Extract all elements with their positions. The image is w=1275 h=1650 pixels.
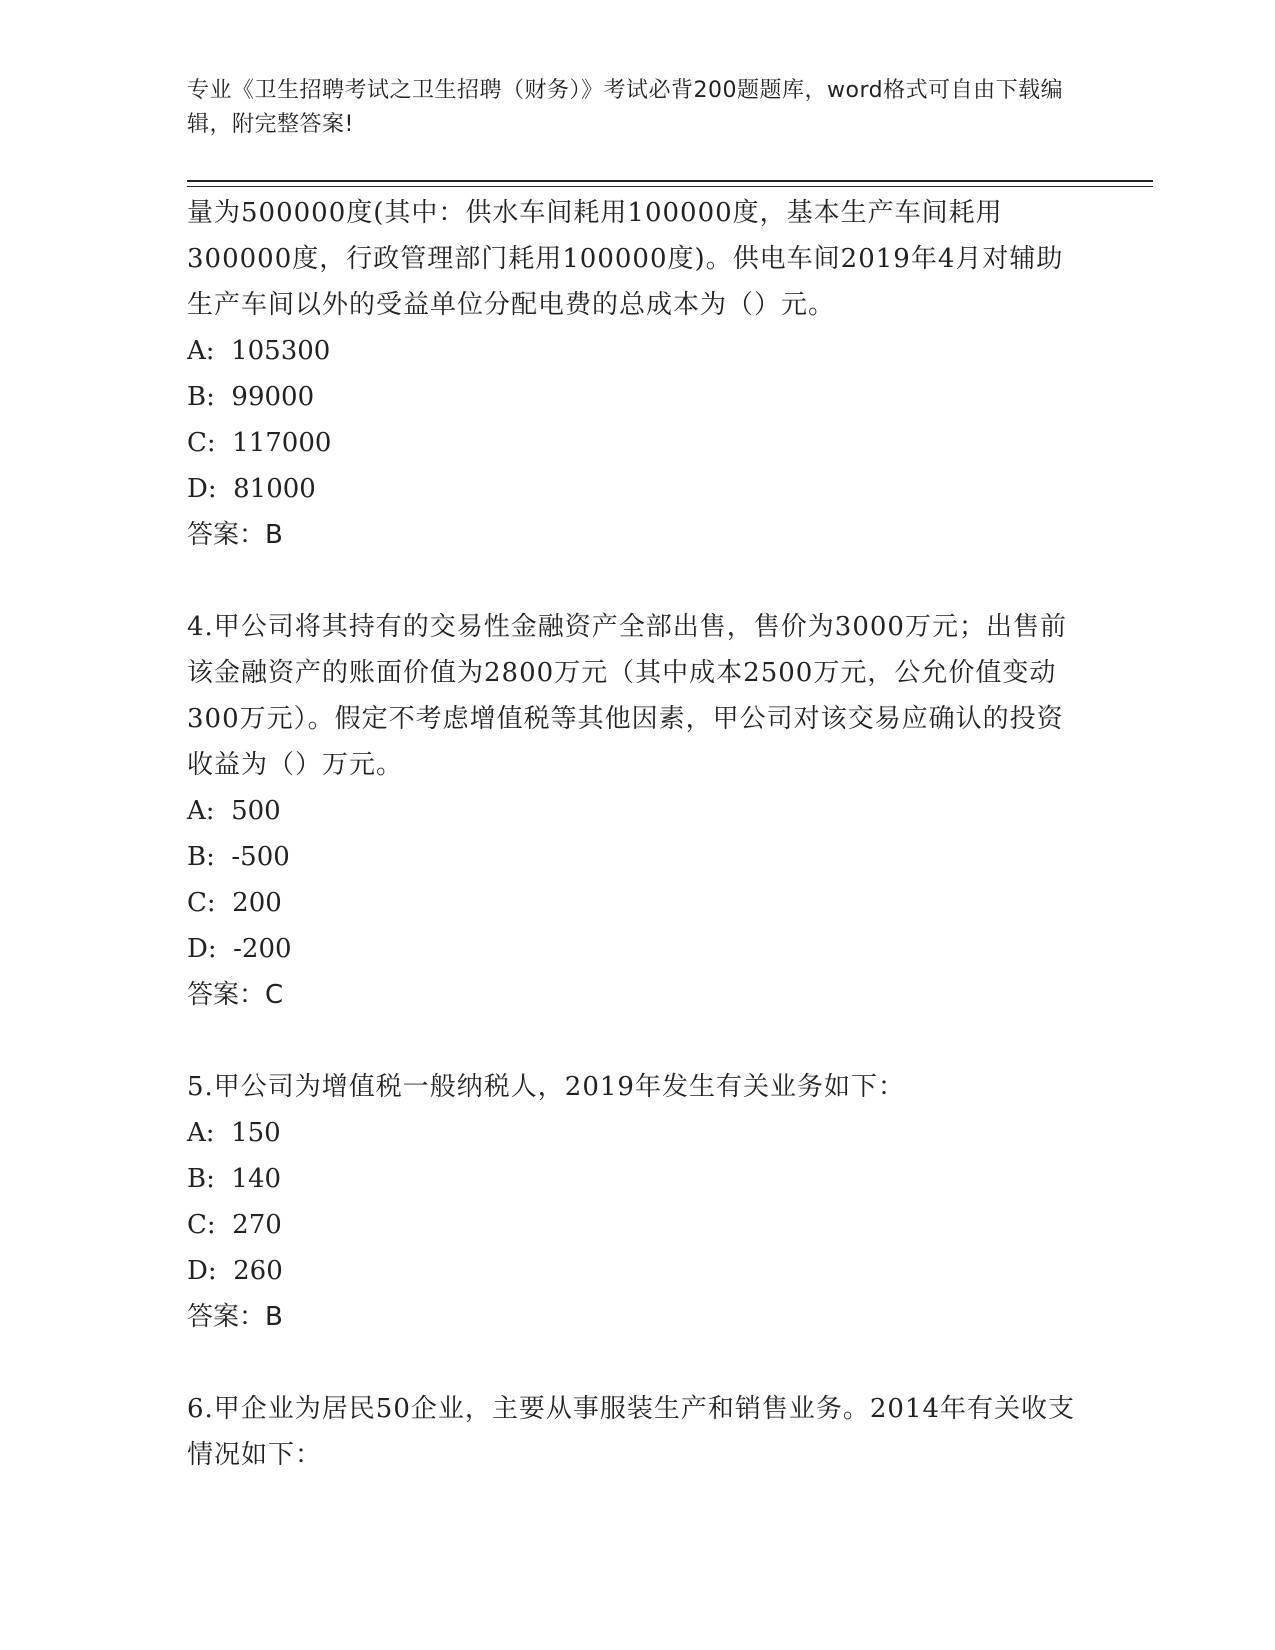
question-text: 6.甲企业为居民50企业，主要从事服装生产和销售业务。2014年有关收支情况如下： xyxy=(187,1394,1076,1470)
answer: 答案：B xyxy=(187,520,283,550)
option-d: D: 260 xyxy=(187,1256,283,1286)
question-6 xyxy=(187,1386,1087,1478)
option-a: A: 105300 xyxy=(187,336,331,366)
spacer xyxy=(187,1340,1087,1386)
option-a: A: 500 xyxy=(187,796,281,826)
header-divider-thin xyxy=(187,186,1153,187)
question-text: 5.甲公司为增值税一般纳税人，2019年发生有关业务如下： xyxy=(187,1072,905,1102)
option-a: A: 150 xyxy=(187,1118,281,1148)
option-b: B: 99000 xyxy=(187,382,315,412)
question-text: 量为500000度(其中：供水车间耗用100000度，基本生产车间耗用300000度，行政管理部门耗用100000度)。供电车间2019年4月对辅助生产车间以外的受益单位分配电费的总成本为（）元。 xyxy=(187,198,1064,320)
option-c: C: 270 xyxy=(187,1210,282,1240)
option-b: B: 140 xyxy=(187,1164,282,1194)
spacer xyxy=(187,558,1087,604)
option-c: C: 200 xyxy=(187,888,282,918)
spacer xyxy=(187,1018,1087,1064)
option-d: D: 81000 xyxy=(187,474,316,504)
document-header: 专业《卫生招聘考试之卫生招聘（财务）》考试必背200题题库，word格式可自由下载编辑，附完整答案! xyxy=(187,78,1064,137)
question-4 xyxy=(187,604,1087,1018)
question-text: 4.甲公司将其持有的交易性金融资产全部出售，售价为3000万元；出售前该金融资产的账面价值为2800万元（其中成本2500万元，公允价值变动300万元）。假定不考虑增值税等其他因素，甲公司对该交易应确认的投资收益为（）万元。 xyxy=(187,612,1067,780)
answer: 答案：B xyxy=(187,1302,283,1332)
option-d: D: -200 xyxy=(187,934,292,964)
header-divider xyxy=(187,180,1153,182)
document-body xyxy=(187,190,1087,1478)
answer: 答案：C xyxy=(187,980,284,1010)
question-3 xyxy=(187,190,1087,558)
option-b: B: -500 xyxy=(187,842,290,872)
question-5 xyxy=(187,1064,1087,1340)
option-c: C: 117000 xyxy=(187,428,332,458)
